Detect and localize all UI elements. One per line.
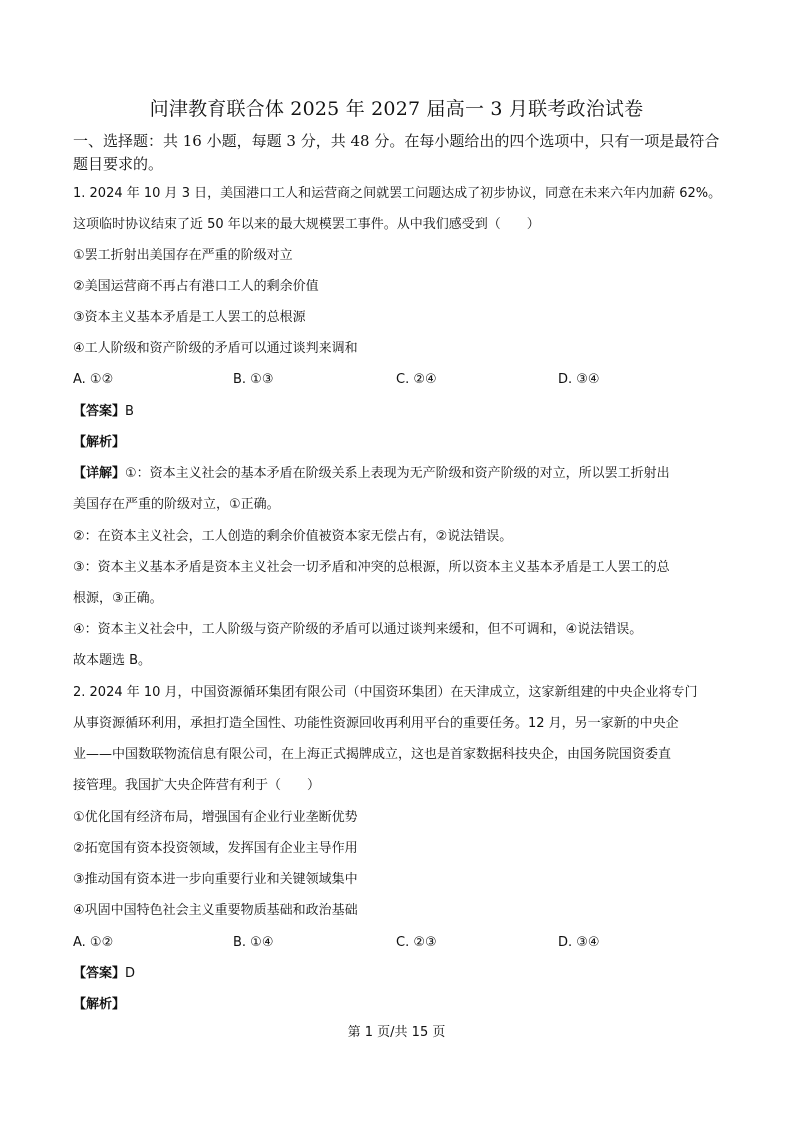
q2-options	[73, 934, 733, 952]
q1-answer-tag: 【答案】	[73, 404, 126, 419]
q2-stem-line-2: 从事资源循环利用，承担打造全国性、功能性资源回收再利用平台的重要任务。12 月，另一家新的中央企	[73, 716, 679, 731]
q1-item-1: ①罢工折射出美国存在严重的阶级对立	[73, 248, 293, 263]
q1-detail-tag: 【详解】	[73, 466, 126, 481]
q2-item-3: ③推动国有资本进一步向重要行业和关键领域集中	[73, 872, 358, 887]
q1-detail-line-1	[73, 465, 733, 483]
q1-detail-3b: 根源，③正确。	[73, 591, 163, 606]
q1-item-3: ③资本主义基本矛盾是工人罢工的总根源	[73, 310, 306, 325]
q2-option-d: D. ③④	[558, 935, 600, 950]
q1-option-a: A. ①②	[73, 372, 114, 387]
q1-option-c: C. ②④	[396, 372, 437, 387]
q2-analysis-tag: 【解析】	[73, 997, 126, 1012]
q1-answer-value: B	[125, 404, 134, 419]
q2-answer-tag: 【答案】	[73, 966, 126, 981]
q1-option-b: B. ①③	[233, 372, 274, 387]
q1-analysis-line	[73, 434, 733, 452]
q1-item-2: ②美国运营商不再占有港口工人的剩余价值	[73, 279, 319, 294]
q1-item-4: ④工人阶级和资产阶级的矛盾可以通过谈判来调和	[73, 341, 358, 356]
q2-analysis-line	[73, 996, 733, 1014]
q1-options	[73, 371, 733, 389]
q2-option-a: A. ①②	[73, 935, 114, 950]
q1-stem-line-2: 这项临时协议结束了近 50 年以来的最大规模罢工事件。从中我们感受到（ ）	[73, 217, 540, 232]
q2-stem-line-1: 2. 2024 年 10 月，中国资源循环集团有限公司（中国资环集团）在天津成立，这家新组建的中央企业将专门	[73, 685, 698, 700]
q2-item-1: ①优化国有经济布局，增强国有企业行业垄断优势	[73, 810, 358, 825]
q1-option-d: D. ③④	[558, 372, 600, 387]
q2-stem-line-4: 接管理。我国扩大央企阵营有利于（ ）	[73, 778, 321, 793]
q1-analysis-tag: 【解析】	[73, 435, 126, 450]
q2-item-4: ④巩固中国特色社会主义重要物质基础和政治基础	[73, 903, 358, 918]
q2-answer-line	[73, 965, 733, 983]
q1-answer-line	[73, 403, 733, 421]
q1-detail-3a: ③：资本主义基本矛盾是资本主义社会一切矛盾和冲突的总根源，所以资本主义基本矛盾是工人罢工的总	[73, 560, 670, 575]
exam-title: 问津教育联合体 2025 年 2027 届高一 3 月联考政治试卷	[149, 98, 644, 120]
q2-stem-line-3: 业——中国数联物流信息有限公司，在上海正式揭牌成立，这也是首家数据科技央企，由国务院国资委直	[73, 747, 672, 762]
q2-answer-value: D	[125, 966, 136, 981]
page-footer: 第 1 页/共 15 页	[347, 1025, 446, 1040]
section-heading: 一、选择题：共 16 小题，每题 3 分，共 48 分。在每小题给出的四个选项中，只有一项是最符合题目要求的。	[73, 132, 720, 173]
q1-detail-2: ②：在资本主义社会，工人创造的剩余价值被资本家无偿占有，②说法错误。	[73, 529, 513, 544]
q1-detail-1a: ①：资本主义社会的基本矛盾在阶级关系上表现为无产阶级和资产阶级的对立，所以罢工折射出	[125, 466, 670, 481]
q1-detail-1b: 美国存在严重的阶级对立，①正确。	[73, 497, 280, 512]
q2-item-2: ②拓宽国有资本投资领域，发挥国有企业主导作用	[73, 841, 358, 856]
q2-option-c: C. ②③	[396, 935, 437, 950]
q1-conclusion: 故本题选 B。	[73, 653, 152, 668]
q2-option-b: B. ①④	[233, 935, 274, 950]
q1-detail-4: ④：资本主义社会中，工人阶级与资产阶级的矛盾可以通过谈判来缓和，但不可调和，④说法错误。	[73, 622, 643, 637]
q1-stem-line-1: 1. 2024 年 10 月 3 日，美国港口工人和运营商之间就罢工问题达成了初步协议，同意在未来六年内加薪 62%。	[73, 186, 722, 201]
